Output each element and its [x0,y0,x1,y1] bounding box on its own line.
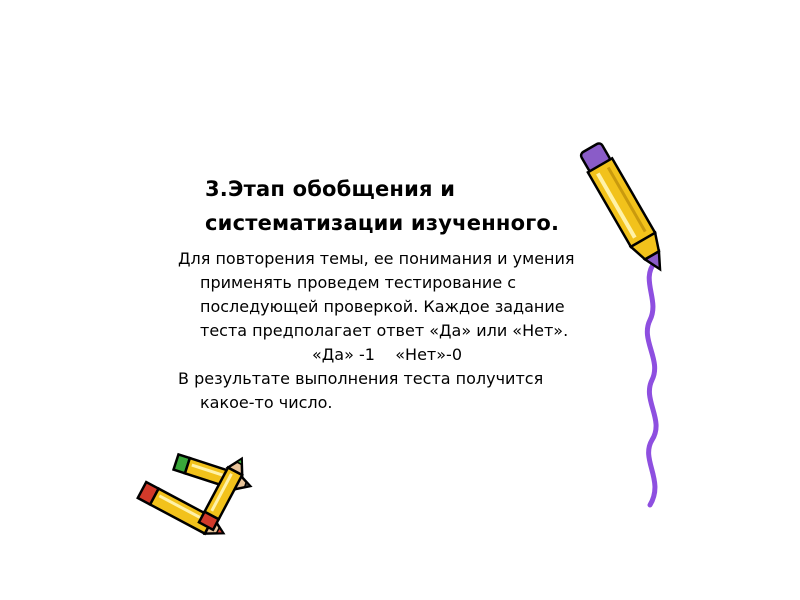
title-line-2: систематизации изученного. [205,211,560,235]
pencil-icon [174,454,253,493]
squiggle-line-icon [647,262,656,505]
title-line-1: 3.Этап обобщения и [205,177,456,201]
pencil-icon [199,455,249,530]
paragraph-result: В результате выполнения теста получится какое-то число. [178,369,544,412]
slide-title [205,172,565,240]
paragraph-instructions: Для повторения темы, ее понимания и умения применять проведем тестирование с последующей проверкой. Каждое задание теста предполагает ответ «Да» или «Нет». [178,249,575,340]
slide-body [178,247,598,415]
scoring-rule: «Да» -1 «Нет»-0 [312,345,462,364]
pencil-icon [138,482,228,541]
